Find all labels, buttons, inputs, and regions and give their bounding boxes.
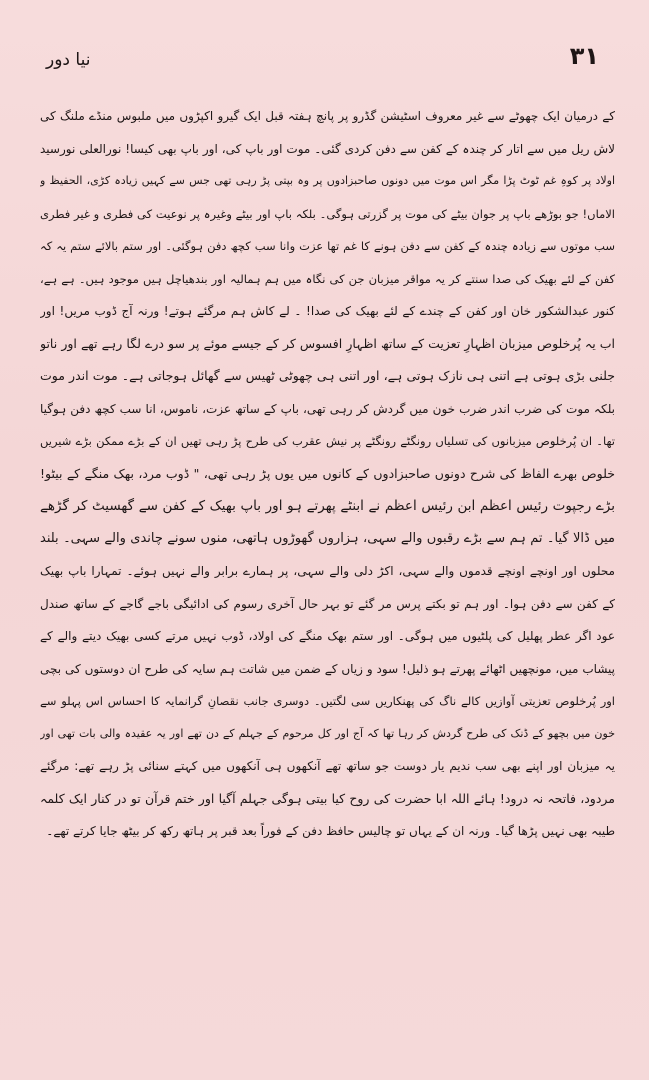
running-head: نیا دور — [46, 50, 91, 70]
text-line: الاماں! جو بوڑھے باپ پر جوان بیٹے کی موت پر گزرتی ہوگی۔ بلکہ باپ اور بیٹے وغیرہ پر نوعیت کی فطری و غیر فطری — [40, 206, 615, 221]
text-line: اب یہ پُرخلوص میزبان اظہارِ تعزیت کے ساتھ اظہارِ افسوس کر کے جیسے موئے پر سو درے لگا رہے تھے اور ناتو — [40, 335, 615, 351]
text-line: تھا۔ ان پُرخلوص میزبانوں کی تسلیاں رونگٹے رونگٹے پر نیش عقرب کی طرح پڑ رہی تھیں ان کے بڑے ممکن بڑے شیریں — [40, 434, 615, 448]
text-line: کے درمیان ایک چھوٹے سے غیر معروف اسٹیشن گڈرو پر پانچ ہفتہ قبل ایک گیرو اکپڑوں میں ملبوس منڈے ملنگ کی — [40, 109, 615, 123]
text-line: کفن کے لئے بھیک کی صدا سنتے کر یہ مواقر میزبان جن کی نگاہ میں ہم ہمالیہ اور بندھیاچل ہیں موجود ہیں۔ ہے ہے، — [40, 271, 615, 286]
text-line: بڑے رجپوت رئیس اعظم ابن رئیس اعظم نے ابنٹے پھرتے ہو اور باپ بھیک کے کفن سے گھسیٹ کر گڑھے — [40, 498, 615, 514]
page-number: ۳۱ — [569, 42, 599, 70]
text-line: بلکہ موت کی ضرب اندر ضرب خون میں گردش کر رہی تھی، باپ کے ساتھ عزت، ناموس، انا سب کچھ دفن ہوگیا — [40, 401, 615, 416]
text-line: یہ میزبان اور اپنے بھی سب ندیم یار دوست جو ساتھ تھے آنکھوں ہی آنکھوں میں کہتے سنائی پڑ رہے تھے: مرگئے — [40, 759, 615, 773]
text-line: عود اگر عطر پھلیل کی پلٹیوں میں ہوگی۔ اور ستم بھک منگے کی اولاد، ڈوب نہیں مرتے کسی بھیک دیتے والے کے — [40, 629, 615, 643]
text-line: خلوص بھرے الفاظ کی شرح دونوں صاحبزادوں کے کانوں میں یوں پڑ رہی تھی، " ڈوب مرد، بھک منگے کے بیٹو! — [40, 465, 615, 481]
text-line: جلنی بڑی ہوتی ہے اتنی ہی نازک ہوتی ہے، اور اتنی ہی چھوٹی ٹھیس سے گھائل ہوجاتی ہے۔ موت اندر موت — [40, 368, 615, 383]
text-line: میں ڈالا گیا۔ تم ہم سے بڑے رقبوں والے سہی، ہزاروں گھوڑوں ہاتھی، منوں سونے چاندی والے سہی۔ بلند — [40, 530, 615, 546]
text-line: سب موتوں سے زیادہ چندہ کے کفن سے دفن ہونے کا غم تھا عزت وانا سب کچھ دفن ہوگئی۔ اور ستم بالائے ستم یہ کہ — [40, 239, 615, 253]
text-line: لاش ریل میں سے اتار کر چندہ کے کفن سے دفن کردی گئی۔ موت اور باپ کی، اور باپ بھی کیسا! نورالعلی نورسید — [40, 141, 615, 156]
body-text — [40, 100, 615, 848]
text-line: خون میں بچھو کے ڈنک کی طرح گردش کر رہا تھا کہ آج اور کل مرحوم کے جہلم کے دن تھے اور یہ عقیدہ والی بات تھی اور — [40, 726, 615, 740]
text-line: کے کفن سے دفن ہوا۔ اور ہم تو بکتے پرس مر گئے تو بہر حال آخری رسوم کی ادائیگی باجے گاجے کے ساتھ صندل — [40, 596, 615, 611]
text-line: اولاد پر کوہِ غم ٹوٹ پڑا مگر اس موت میں دونوں صاحبزادوں پر وہ بپتی پڑ رہی تھی جس سے کہیں زیادہ کڑی، الحفیظ و — [40, 174, 615, 187]
text-line: اور پُرخلوص تعزیتی آوازیں کالے ناگ کی پھنکاریں سی لگتیں۔ دوسری جانب نقصانِ گرانمایہ کا احساس اس پہلو سے — [40, 694, 615, 708]
text-line: مردود، فاتحہ نہ درود! ہائے اللہ ابا حضرت کی روح کیا بیتی ہوگی جہلم آگیا اور ختم قرآن تو در کنار ایک کلمہ — [40, 790, 615, 806]
text-line: محلوں اور اونچے اونچے قدموں والے سہی، اکڑ دلی والے سہی، پر ہمارے برابر والے نہیں ہوئے۔ تمہارا باپ بھیک — [40, 564, 615, 578]
text-line: طیبہ بھی نہیں پڑھا گیا۔ ورنہ ان کے یہاں تو چالیس حافظ دفن کے فوراً بعد قبر پر ہاتھ رکھ کر بیٹھ جایا کرتے تھے۔ — [46, 824, 615, 838]
text-line: پیشاب میں، مونچھیں اٹھائے پھرتے ہو ذلیل! سود و زیاں کے ضمن میں شاتت ہم سایہ کی طرح ان دوستوں کی بچی — [40, 661, 615, 676]
text-line: کنور عبدالشکور خان اور کفن کے چندے کے لئے بھیک کی صدا! ۔ لے کاش ہم مرگئے ہوتے! ورنہ آج ڈوب مریں! اور — [40, 304, 615, 318]
